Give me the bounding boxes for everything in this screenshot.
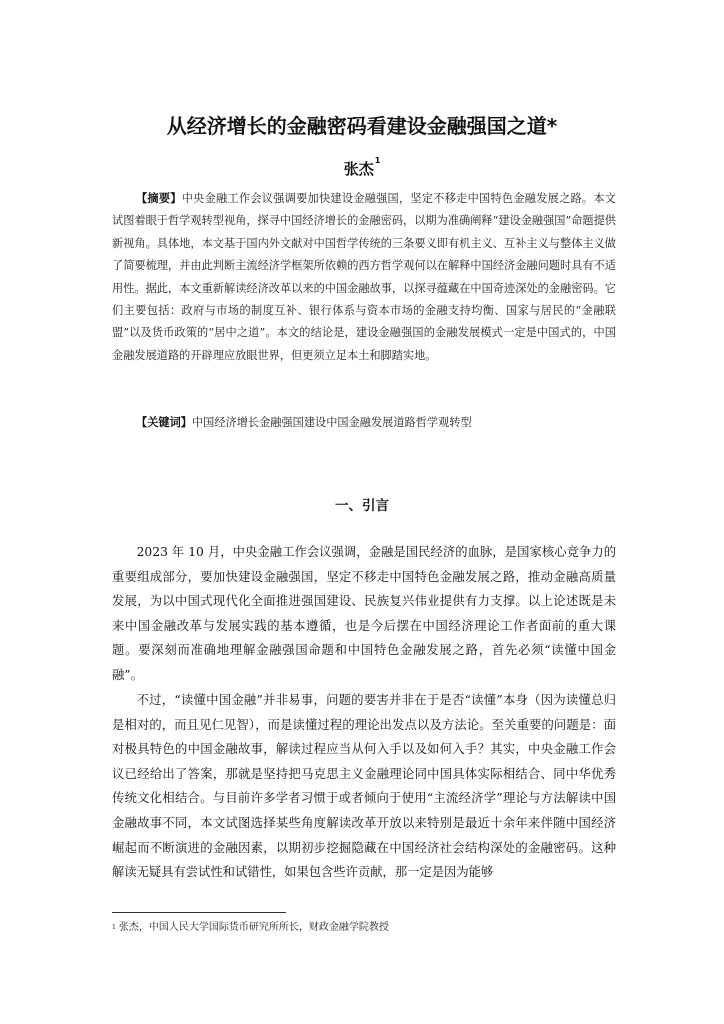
abstract-text: 中央金融工作会议强调要加快建设金融强国，坚定不移走中国特色金融发展之路。本文试图着眼于哲学观转型视角，探寻中国经济增长的金融密码，以期为准确阐释“建设金融强国”命题提供新视角。具体地，本文基于国内外文献对中国哲学传统的三条要义即有机主义、互补主义与整体主义做了简要梳理，并由此判断主流经济学框架所依赖的西方哲学观何以在解释中国经济金融问题时具有不适用性。据此，本文重新解读经济改革以来的中国金融故事，以探寻蕴藏在中国奇迹深处的金融密码。它们主要包括：政府与市场的制度互补、银行体系与资本市场的金融支持均衡、国家与居民的“金融联盟”以及货币政策的“居中之道”。本文的结论是，建设金融强国的金融发展模式一定是中国式的，中国金融发展道路的开辟理应放眼世界，但更须立足本土和脚踏实地。 <box>112 192 616 362</box>
abstract <box>112 188 616 367</box>
body-paragraph: 不过，“读懂中国金融”并非易事，问题的要害并非在于是否“读懂”本身（因为读懂总归是相对的，而且见仁见智），而是读懂过程的理论出发点以及方法论。至关重要的问题是：面对极具特色的中国金融故事，解读过程应当从何入手以及如何入手？其实，中央金融工作会议已经给出了答案，那就是坚持把马克思主义金融理论同中国具体实际相结合、同中华优秀传统文化相结合。与目前许多学者习惯于或者倾向于使用“主流经济学”理论与方法解读中国金融故事不同，本文试图选择某些角度解读改革开放以来特别是最近十余年来伴随中国经济崛起而不断演进的金融因素，以期初步挖掘隐藏在中国经济社会结构深处的金融密码。这种解读无疑具有尝试性和试错性，如果包含些许贡献，那一定是因为能够 <box>112 693 616 880</box>
keywords <box>136 412 616 434</box>
abstract-label: 【摘要】 <box>136 192 182 205</box>
footnote-divider <box>112 912 286 913</box>
author-name: 张杰 <box>343 160 374 178</box>
author-line <box>0 158 724 179</box>
paper-title: 从经济增长的金融密码看建设金融强国之道* <box>166 114 558 138</box>
keywords-text: 中国经济增长金融强国建设中国金融发展道路哲学观转型 <box>191 416 472 429</box>
footnote-marker: 1 <box>112 924 116 931</box>
keywords-label: 【关键词】 <box>136 416 192 429</box>
section-heading-introduction: 一、引言 <box>335 498 389 514</box>
footnote-text: 张杰，中国人民大学国际货币研究所所长，财政金融学院教授 <box>118 922 389 933</box>
footnote <box>112 920 616 936</box>
body-paragraph: 2023 年 10 月，中央金融工作会议强调，金融是国民经济的血脉，是国家核心竞争力的重要组成部分，要加快建设金融强国，坚定不移走中国特色金融发展之路，推动金融高质量发展，为以中国式现代化全面推进强国建设、民族复兴伟业提供有力支撑。以上论述既是未来中国金融改革与发展实践的基本遵循，也是今后摆在中国经济理论工作者面前的重大课题。要深刻而准确地理解金融强国命题和中国特色金融发展之路，首先必须“读懂中国金融”。 <box>112 545 616 682</box>
author-footnote-marker: 1 <box>374 156 381 165</box>
